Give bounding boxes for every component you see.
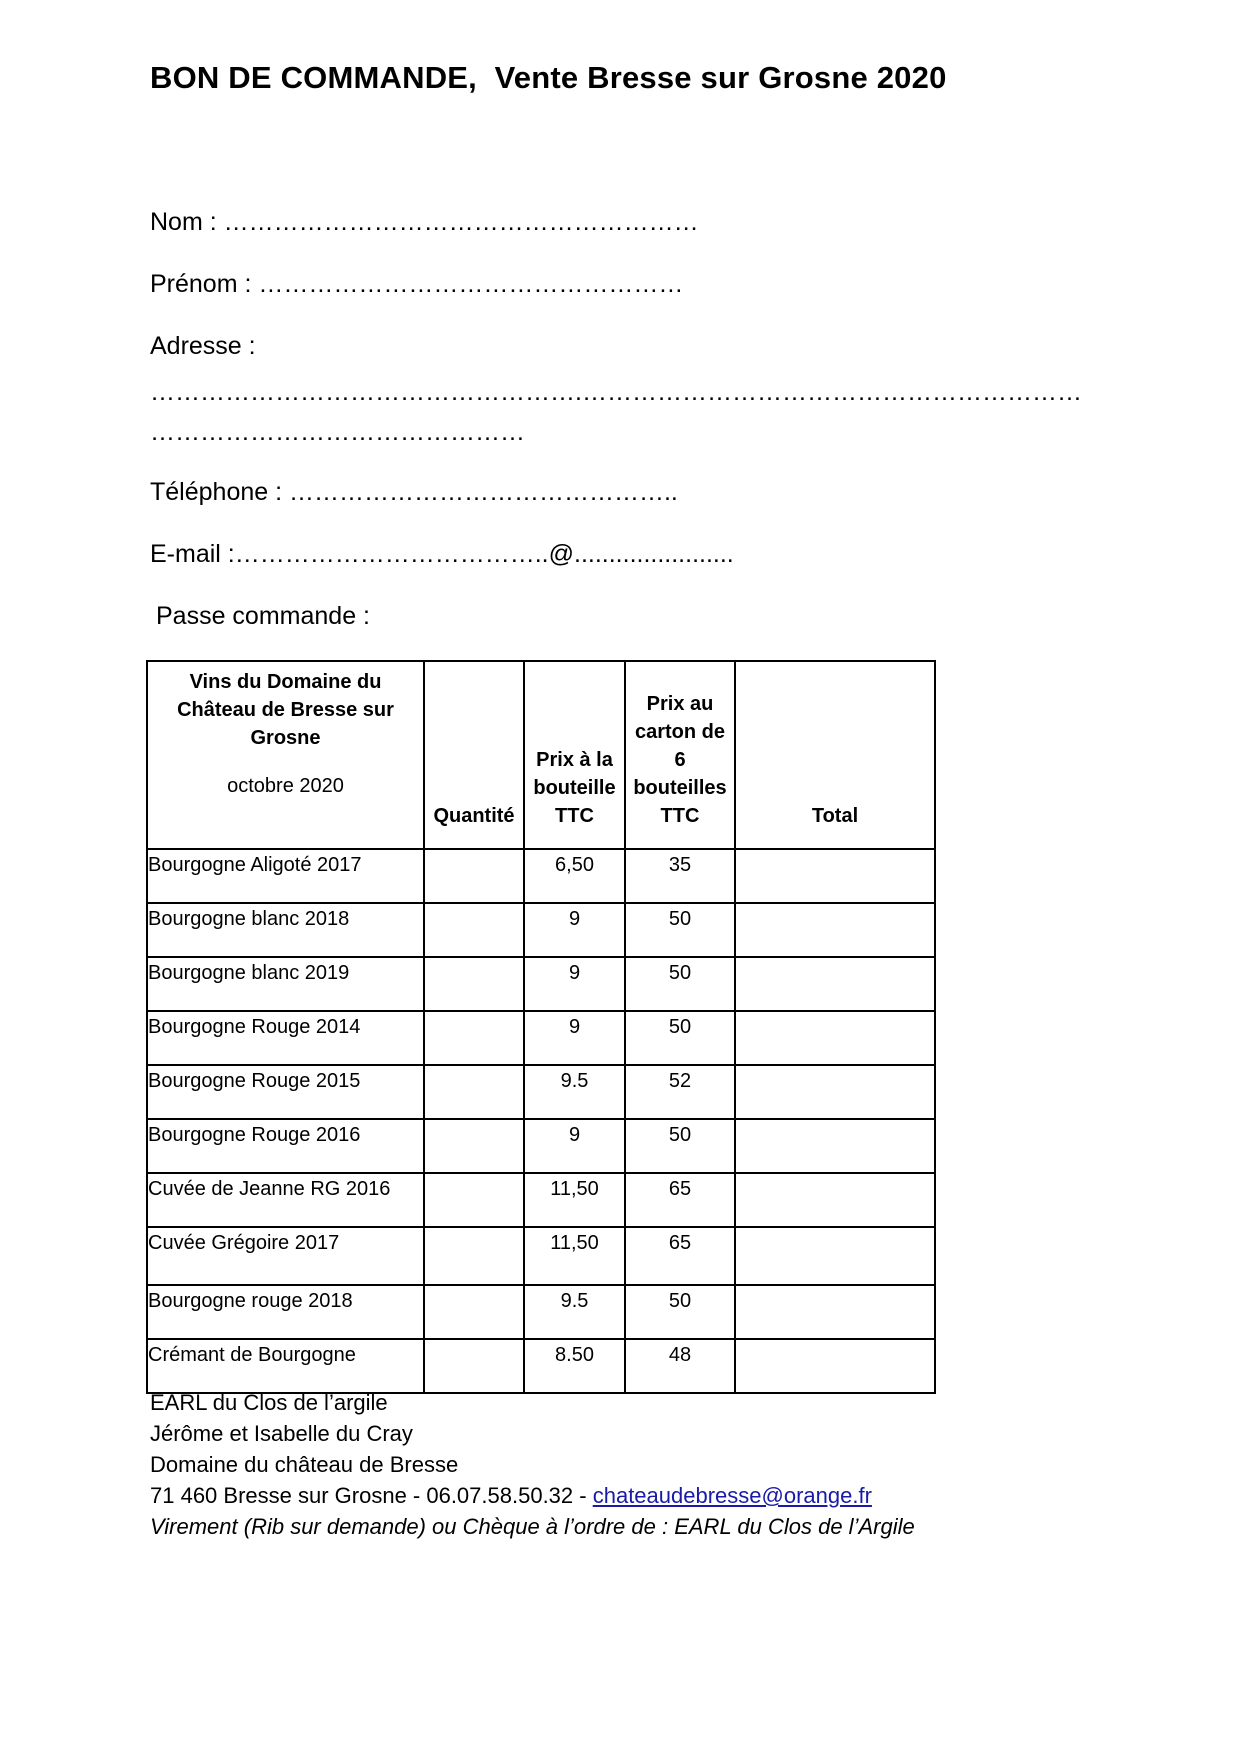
prix-bouteille-cell: 9.5 xyxy=(524,1285,625,1339)
header-prix-carton xyxy=(625,661,735,849)
wine-name-cell: Bourgogne blanc 2018 xyxy=(147,903,424,957)
order-table-body xyxy=(147,849,935,1393)
footer-contact xyxy=(150,1483,872,1509)
prix-carton-cell: 65 xyxy=(625,1173,735,1227)
header-prix-carton-l3: 6 xyxy=(674,749,686,771)
total-cell[interactable] xyxy=(735,1011,935,1065)
wine-name-cell: Bourgogne Aligoté 2017 xyxy=(147,849,424,903)
table-row xyxy=(147,1011,935,1065)
prix-carton-cell: 50 xyxy=(625,957,735,1011)
email-field[interactable]: E-mail :………………………………..@....................... xyxy=(150,540,734,568)
prix-bouteille-cell: 9 xyxy=(524,1119,625,1173)
total-cell[interactable] xyxy=(735,849,935,903)
wine-name-cell: Bourgogne Rouge 2014 xyxy=(147,1011,424,1065)
prix-carton-cell: 35 xyxy=(625,849,735,903)
quantity-cell[interactable] xyxy=(424,1227,524,1285)
total-cell[interactable] xyxy=(735,1227,935,1285)
table-row xyxy=(147,903,935,957)
adresse-label: Adresse : xyxy=(150,332,256,360)
wine-name-cell: Cuvée de Jeanne RG 2016 xyxy=(147,1173,424,1227)
quantity-cell[interactable] xyxy=(424,903,524,957)
table-row xyxy=(147,849,935,903)
wine-name-cell: Crémant de Bourgogne xyxy=(147,1339,424,1393)
wine-name-cell: Bourgogne Rouge 2016 xyxy=(147,1119,424,1173)
total-cell[interactable] xyxy=(735,1065,935,1119)
footer-domain: Domaine du château de Bresse xyxy=(150,1452,459,1477)
table-row xyxy=(147,1119,935,1173)
quantity-cell[interactable] xyxy=(424,1011,524,1065)
prix-bouteille-cell: 11,50 xyxy=(524,1227,625,1285)
prix-carton-cell: 65 xyxy=(625,1227,735,1285)
wine-name-cell: Bourgogne rouge 2018 xyxy=(147,1285,424,1339)
adresse-line-2[interactable]: ……………………………………… xyxy=(150,418,525,446)
order-table xyxy=(146,660,936,1394)
adresse-line-1[interactable]: …………………………………………….…………………………………………………… xyxy=(150,378,1082,406)
nom-field[interactable]: Nom : ………………………………………………… xyxy=(150,208,699,236)
prix-carton-cell: 52 xyxy=(625,1065,735,1119)
table-row xyxy=(147,1339,935,1393)
prix-carton-cell: 48 xyxy=(625,1339,735,1393)
quantity-cell[interactable] xyxy=(424,1285,524,1339)
header-prix-bouteille-l2: bouteille xyxy=(533,777,616,799)
prix-bouteille-cell: 8.50 xyxy=(524,1339,625,1393)
telephone-field[interactable]: Téléphone : ……………………………………….. xyxy=(150,478,678,506)
footer-owners: Jérôme et Isabelle du Cray xyxy=(150,1421,413,1446)
header-wines xyxy=(147,661,424,849)
quantity-cell[interactable] xyxy=(424,1065,524,1119)
total-cell[interactable] xyxy=(735,1285,935,1339)
header-prix-bouteille-l1: Prix à la xyxy=(536,749,613,771)
prenom-field[interactable]: Prénom : …………………………………………… xyxy=(150,270,684,298)
total-cell[interactable] xyxy=(735,1119,935,1173)
page-title: BON DE COMMANDE, Vente Bresse sur Grosne 2020 xyxy=(150,60,947,95)
table-row xyxy=(147,1227,935,1285)
header-prix-carton-l4: bouteilles xyxy=(633,777,727,799)
table-row xyxy=(147,957,935,1011)
prix-bouteille-cell: 9 xyxy=(524,1011,625,1065)
header-total-label: Total xyxy=(811,805,859,827)
header-prix-carton-l5: TTC xyxy=(660,805,700,827)
quantity-cell[interactable] xyxy=(424,849,524,903)
quantity-cell[interactable] xyxy=(424,1173,524,1227)
wine-name-cell: Cuvée Grégoire 2017 xyxy=(147,1227,424,1285)
prix-bouteille-cell: 11,50 xyxy=(524,1173,625,1227)
passe-commande-label: Passe commande : xyxy=(156,602,370,630)
prix-carton-cell: 50 xyxy=(625,1119,735,1173)
header-prix-carton-l1: Prix au xyxy=(646,693,714,715)
wine-name-cell: Bourgogne Rouge 2015 xyxy=(147,1065,424,1119)
header-prix-bouteille-l3: TTC xyxy=(555,805,594,827)
footer-email-link[interactable]: chateaudebresse@orange.fr xyxy=(592,1483,872,1508)
quantity-cell[interactable] xyxy=(424,1339,524,1393)
footer-company: EARL du Clos de l’argile xyxy=(150,1390,388,1415)
prix-bouteille-cell: 9 xyxy=(524,957,625,1011)
header-prix-bouteille xyxy=(524,661,625,849)
header-wines-title: Vins du Domaine du Château de Bresse sur Grosne xyxy=(177,671,394,749)
prix-carton-cell: 50 xyxy=(625,903,735,957)
total-cell[interactable] xyxy=(735,1339,935,1393)
prix-carton-cell: 50 xyxy=(625,1011,735,1065)
footer-address-phone: 71 460 Bresse sur Grosne - 06.07.58.50.32 - xyxy=(150,1483,593,1508)
header-total xyxy=(735,661,935,849)
footer-payment: Virement (Rib sur demande) ou Chèque à l’ordre de : EARL du Clos de l’Argile xyxy=(150,1514,915,1539)
total-cell[interactable] xyxy=(735,957,935,1011)
header-quantite-label: Quantité xyxy=(433,805,515,827)
table-row xyxy=(147,1173,935,1227)
table-row xyxy=(147,1065,935,1119)
wine-name-cell: Bourgogne blanc 2019 xyxy=(147,957,424,1011)
table-header-row xyxy=(147,661,935,849)
prix-bouteille-cell: 9.5 xyxy=(524,1065,625,1119)
quantity-cell[interactable] xyxy=(424,1119,524,1173)
header-quantite xyxy=(424,661,524,849)
header-wines-date: octobre 2020 xyxy=(227,775,344,797)
header-prix-carton-l2: carton de xyxy=(634,721,726,743)
prix-carton-cell: 50 xyxy=(625,1285,735,1339)
table-row xyxy=(147,1285,935,1339)
quantity-cell[interactable] xyxy=(424,957,524,1011)
total-cell[interactable] xyxy=(735,903,935,957)
total-cell[interactable] xyxy=(735,1173,935,1227)
prix-bouteille-cell: 6,50 xyxy=(524,849,625,903)
prix-bouteille-cell: 9 xyxy=(524,903,625,957)
